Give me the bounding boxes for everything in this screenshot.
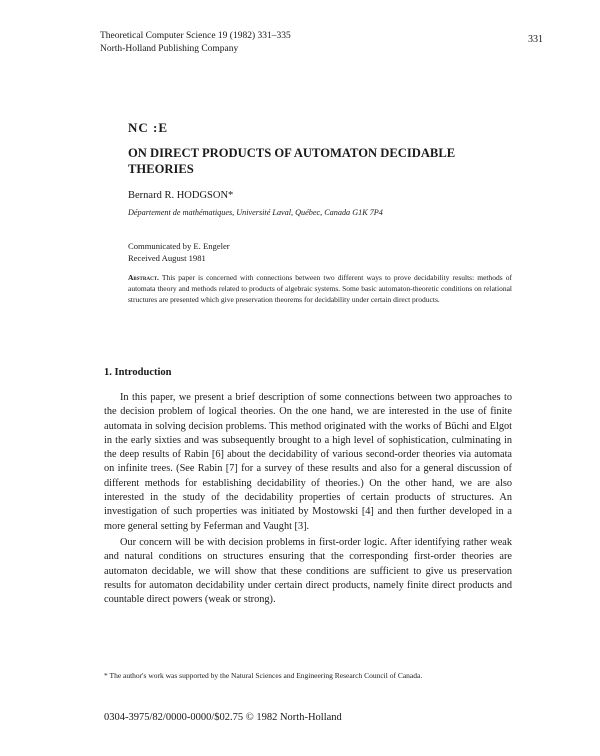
received-date: Received August 1981 — [128, 253, 206, 263]
communication-info — [128, 240, 230, 264]
journal-name: Theoretical Computer Science 19 (1982) 331–335 — [100, 31, 291, 41]
footnote: * The author's work was supported by the Natural Sciences and Engineering Research Council of Canada. — [104, 671, 423, 680]
publisher: North-Holland Publishing Company — [100, 44, 239, 54]
paragraph: Our concern will be with decision problems in first-order logic. After identifying rather weak and natural conditions on structures ensuring that the corresponding first-order theories are automaton decidable, we will show that these conditions are sufficient to give us preservation results for automaton decidability under certain direct products, namely finite direct products and countable direct powers (weak or strong). — [104, 536, 512, 606]
paragraph: In this paper, we present a brief description of some connections between two approaches to the decision problem of logical theories. On the one hand, we are interested in the use of finite automata in solving decision problems. This method originated with the works of Büchi and Elgot in the early sixties and was subsequently brought to a high level of sophistication, culminating in the deep results of Rabin [6] about the decidability of various second-order theories via automata on infinite trees. (See Rabin [7] for a survey of these results and also for a general discussion of different methods for establishing decidability of theories.) On the other hand, we are also interested in the study of the decidability properties of certain products of structures. An investigation of such properties was initiated by Mostowski [4] and then further developed in a more general setting by Feferman and Vaught [3]. — [104, 392, 512, 532]
communicated-by: Communicated by E. Engeler — [128, 241, 230, 251]
author-name: Bernard R. HODGSON* — [128, 190, 234, 201]
section-heading: 1. Introduction — [104, 367, 172, 378]
page-number: 331 — [528, 34, 543, 45]
journal-header — [100, 30, 291, 56]
abstract — [128, 272, 512, 305]
copyright-line: 0304-3975/82/0000-0000/$02.75 © 1982 North-Holland — [104, 712, 342, 723]
abstract-label: Abstract. — [128, 273, 159, 282]
note-label: NC :E — [128, 120, 169, 135]
paper-title: ON DIRECT PRODUCTS OF AUTOMATON DECIDABLE THEORIES — [128, 146, 456, 176]
affiliation: Département de mathématiques, Université Laval, Québec, Canada G1K 7P4 — [128, 208, 383, 217]
body-text — [104, 391, 512, 607]
abstract-text: This paper is concerned with connections between two different ways to prove decidability results: methods of automata theory and methods related to products of algebraic systems. Some basic automaton-theoretic conditions on relational structures are presented which give preservation theorems for decidability under certain direct products. — [128, 273, 512, 304]
